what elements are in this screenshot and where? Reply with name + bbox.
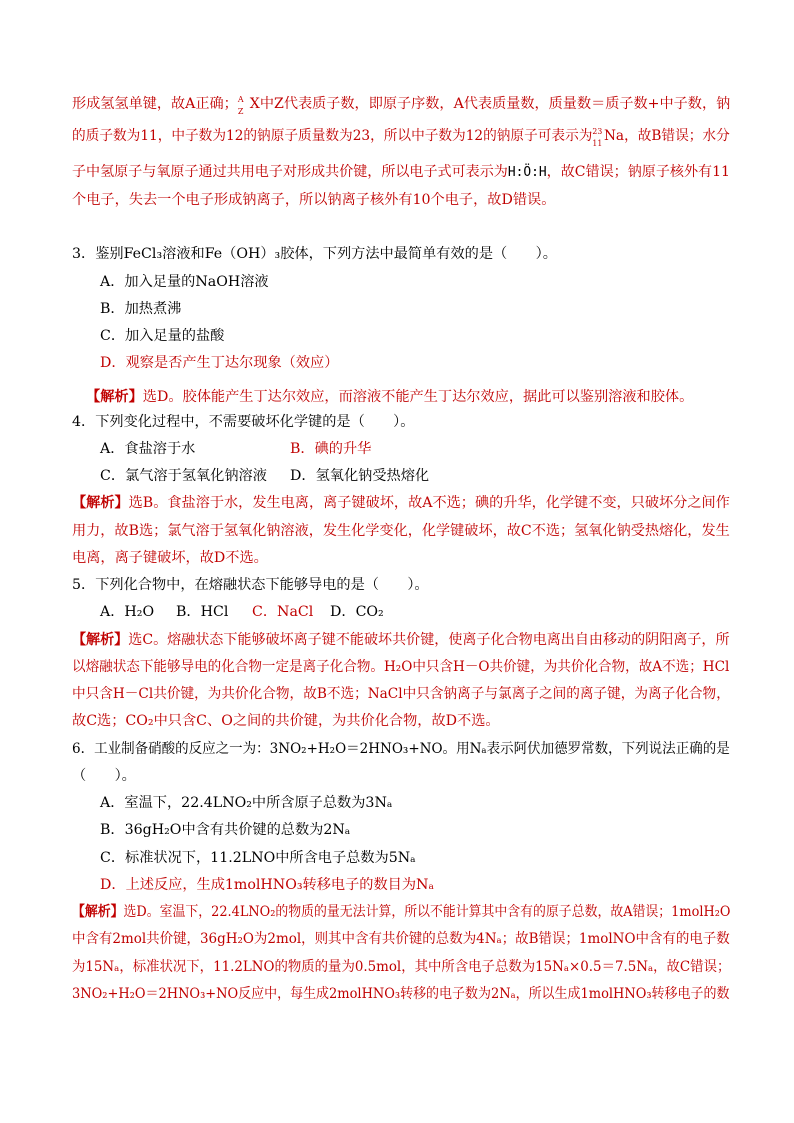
q6-option-d-text: D．上述反应，生成1molHNO₃转移电子的数目为Nₐ bbox=[100, 877, 434, 893]
intro-line-2 bbox=[72, 126, 730, 146]
q4-option-b-text: B．碘的升华 bbox=[290, 441, 372, 457]
q4-analysis-l3-text: 电离，离子键破坏，故D不选。 bbox=[72, 550, 268, 566]
intro-line-1-a: 形成氢氢单键，故A正确； bbox=[72, 96, 238, 112]
q6-analysis-l1 bbox=[72, 902, 730, 922]
q6-analysis-l4-text: 3NO₂+H₂O＝2HNO₃+NO反应中，每生成2molHNO₃转移的电子数为2Nₐ，所以生成1molHNO₃转移电子的数 bbox=[72, 986, 730, 1002]
q4-options-row-1 bbox=[100, 439, 500, 459]
intro-line-2-b: Na，故B错误；水分 bbox=[603, 128, 730, 144]
q5-option-c-text: C．NaCl bbox=[252, 604, 314, 620]
nuclide-notation: A Z bbox=[237, 95, 244, 116]
electron-formula: H:Ö:H bbox=[507, 165, 547, 180]
q4-analysis-l3 bbox=[72, 548, 268, 568]
q4-stem bbox=[72, 412, 414, 432]
intro-line-1-b: 中Z代表质子数，即原子序数，A代表质量数，质量数＝质子数+中子数，钠 bbox=[259, 96, 731, 112]
q6-option-c-text: C．标准状况下，11.2LNO中所含电子总数为5Nₐ bbox=[100, 850, 416, 866]
intro-line-4 bbox=[72, 190, 555, 210]
q3-option-d-text: D．观察是否产生丁达尔现象（效应） bbox=[100, 355, 339, 371]
intro-line-3 bbox=[72, 162, 730, 183]
q4-options-row-2 bbox=[100, 466, 500, 486]
q6-analysis-l2-text: 中含有2mol共价键，36gH₂O为2mol，则其中含有共价键的总数为4Nₐ；故B错误；1molNO中含有的电子数 bbox=[72, 931, 730, 947]
q6-stem-l2 bbox=[72, 766, 136, 786]
q6-option-c bbox=[100, 848, 416, 868]
q5-stem bbox=[72, 575, 429, 595]
q5-option-a-text: A．H₂O bbox=[100, 604, 155, 620]
q4-option-a-text: A．食盐溶于水 bbox=[100, 441, 196, 457]
q5-options-row bbox=[100, 602, 420, 622]
q3-option-a bbox=[100, 272, 269, 292]
q5-analysis-l4 bbox=[72, 711, 500, 731]
q3-stem-text: 3．鉴别FeCl₃溶液和Fe（OH）₃胶体，下列方法中最简单有效的是（ ）。 bbox=[72, 246, 557, 262]
q5-analysis-l2 bbox=[72, 657, 729, 677]
q5-analysis-l2-text: 以熔融状态下能够导电的化合物一定是离子化合物。H₂O中只含H－O共价键，为共价化合物，故A不选；HCl bbox=[72, 659, 730, 675]
q6-analysis-l4 bbox=[72, 984, 729, 1004]
q6-analysis-l1-text: 选D。室温下，22.4LNO₂的物质的量无法计算，所以不能计算其中含有的原子总数，故A错误；1molH₂O bbox=[123, 904, 731, 920]
q3-analysis bbox=[86, 387, 693, 407]
analysis-tag: 【解析】 bbox=[72, 904, 124, 920]
q5-option-b-text: B．HCl bbox=[176, 604, 229, 620]
q6-analysis-l3-text: 为15Nₐ，标准状况下，11.2LNO的物质的量为0.5mol，其中所含电子总数为15Nₐ×0.5＝7.5Nₐ，故C错误； bbox=[72, 959, 731, 975]
q5-stem-text: 5．下列化合物中，在熔融状态下能够导电的是（ ）。 bbox=[72, 577, 429, 593]
q4-analysis-l1 bbox=[72, 493, 730, 513]
q3-option-a-text: A．加入足量的NaOH溶液 bbox=[100, 274, 269, 290]
q5-analysis-l1-text: 选C。熔融状态下能够破坏离子键不能破坏共价键，使离子化合物电离出自由移动的阴阳离子，所 bbox=[128, 632, 730, 648]
analysis-tag: 【解析】 bbox=[72, 632, 129, 648]
q5-analysis-l1 bbox=[72, 630, 730, 650]
q5-analysis-l3 bbox=[72, 684, 730, 704]
intro-line-3-b: ，故C错误；钠原子核外有11 bbox=[546, 164, 730, 180]
q5-analysis-l4-text: 故C选；CO₂中只含C、O之间的共价键，为共价化合物，故D不选。 bbox=[72, 713, 500, 729]
q3-analysis-text: 选D。胶体能产生丁达尔效应，而溶液不能产生丁达尔效应，据此可以鉴别溶液和胶体。 bbox=[142, 389, 694, 405]
q3-option-c-text: C．加入足量的盐酸 bbox=[100, 328, 225, 344]
q4-analysis-l2 bbox=[72, 521, 730, 541]
q4-option-c-text: C．氯气溶于氢氧化钠溶液 bbox=[100, 468, 267, 484]
q6-stem-l1 bbox=[72, 739, 730, 759]
q3-option-d bbox=[100, 353, 338, 373]
q3-option-b bbox=[100, 299, 181, 319]
q6-option-b bbox=[100, 820, 350, 840]
intro-line-2-a: 的质子数为11，中子数为12的钠原子质量数为23，所以中子数为12的钠原子可表示为 bbox=[72, 128, 593, 144]
sodium-nuclide: 23 11 bbox=[592, 127, 603, 148]
q5-analysis-l3-text: 中只含H－Cl共价键，为共价化合物，故B不选；NaCl中只含钠离子与氯离子之间的离子键，为离子化合物， bbox=[72, 686, 730, 702]
q3-stem bbox=[72, 244, 557, 264]
intro-line-1 bbox=[72, 94, 730, 114]
q6-option-a-text: A．室温下，22.4LNO₂中所含原子总数为3Nₐ bbox=[100, 795, 393, 811]
q6-analysis-l2 bbox=[72, 929, 730, 949]
q4-analysis-l1-text: 选B。食盐溶于水，发生电离，离子键破坏，故A不选；碘的升华，化学键不变，只破坏分之间作 bbox=[128, 495, 730, 511]
q6-option-a bbox=[100, 793, 392, 813]
q6-analysis-l3 bbox=[72, 957, 730, 977]
q5-option-d-text: D．CO₂ bbox=[330, 604, 384, 620]
analysis-tag: 【解析】 bbox=[72, 495, 129, 511]
analysis-tag: 【解析】 bbox=[86, 389, 143, 405]
q6-stem-l2-text: （ ）。 bbox=[72, 768, 136, 784]
intro-line-3-a: 子中氢原子与氧原子通过共用电子对形成共价键，所以电子式可表示为 bbox=[72, 164, 508, 180]
q3-option-c bbox=[100, 326, 224, 346]
q6-stem-l1-text: 6．工业制备硝酸的反应之一为：3NO₂+H₂O＝2HNO₃+NO。用Nₐ表示阿伏加德罗常数，下列说法正确的是 bbox=[72, 741, 730, 757]
q4-option-d-text: D．氢氧化钠受热熔化 bbox=[290, 468, 430, 484]
q6-option-d bbox=[100, 875, 434, 895]
q4-analysis-l2-text: 用力，故B选；氯气溶于氢氧化钠溶液，发生化学变化，化学键破坏，故C不选；氢氧化钠受热熔化，发生 bbox=[72, 523, 730, 539]
nuclide-symbol: X bbox=[249, 96, 260, 112]
q6-option-b-text: B．36gH₂O中含有共价键的总数为2Nₐ bbox=[100, 822, 351, 838]
q4-stem-text: 4．下列变化过程中，不需要破坏化学键的是（ ）。 bbox=[72, 414, 415, 430]
intro-line-4-text: 个电子，失去一个电子形成钠离子，所以钠离子核外有10个电子，故D错误。 bbox=[72, 192, 556, 208]
q3-option-b-text: B．加热煮沸 bbox=[100, 301, 182, 317]
